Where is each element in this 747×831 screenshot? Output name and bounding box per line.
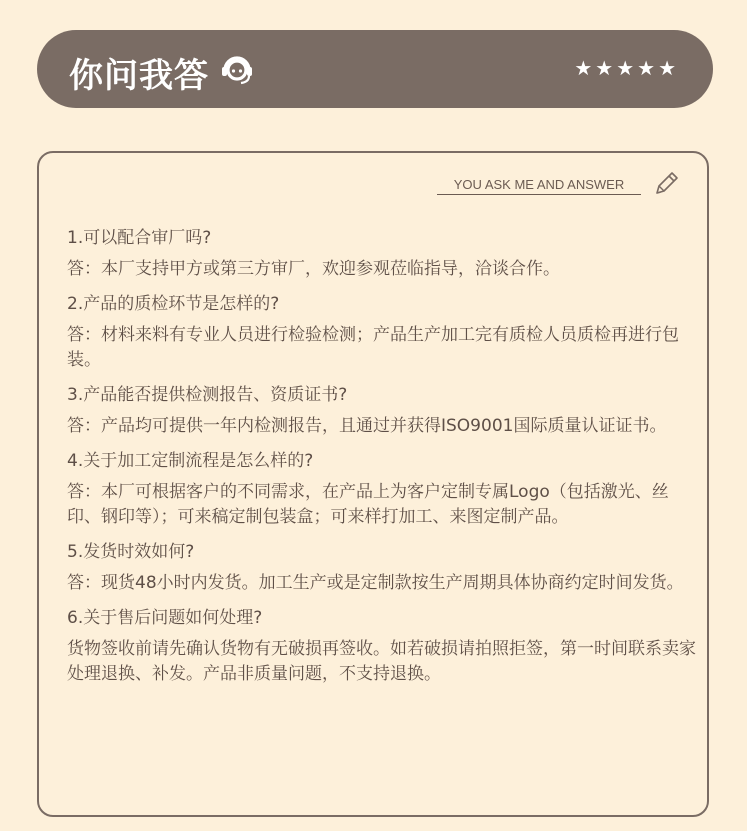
header-banner — [37, 30, 713, 108]
rating-stars: ★★★★★ — [574, 56, 679, 80]
qa-list — [67, 225, 697, 696]
answer: 货物签收前请先确认货物有无破损再签收。如若破损请拍照拒签，第一时间联系卖家处理退换、补发。产品非质量问题，不支持退换。 — [67, 639, 696, 684]
card-tagline: YOU ASK ME AND ANSWER — [437, 177, 641, 195]
pencil-icon — [651, 169, 681, 199]
question: 3.产品能否提供检测报告、资质证书? — [67, 385, 348, 405]
qa-item — [67, 382, 697, 439]
qa-card — [37, 151, 709, 817]
answer: 答：本厂可根据客户的不同需求，在产品上为客户定制专属Logo（包括激光、丝印、钢印等）；可来稿定制包装盒；可来样打加工、来图定制产品。 — [67, 482, 669, 527]
page-title: 你问我答 — [69, 56, 209, 96]
qa-item — [67, 225, 697, 282]
question: 6.关于售后问题如何处理? — [67, 608, 263, 628]
customer-service-headset-icon — [219, 51, 255, 87]
answer: 答：现货48小时内发货。加工生产或是定制款按生产周期具体协商约定时间发货。 — [67, 573, 684, 593]
qa-item — [67, 605, 697, 687]
qa-item — [67, 539, 697, 596]
question: 4.关于加工定制流程是怎么样的? — [67, 451, 314, 471]
qa-item — [67, 291, 697, 373]
question: 2.产品的质检环节是怎样的? — [67, 294, 280, 314]
question: 1.可以配合审厂吗? — [67, 228, 212, 248]
qa-item — [67, 448, 697, 530]
answer: 答：产品均可提供一年内检测报告，且通过并获得ISO9001国际质量认证证书。 — [67, 416, 667, 436]
answer: 答：材料来料有专业人员进行检验检测；产品生产加工完有质检人员质检再进行包装。 — [67, 325, 679, 370]
answer: 答：本厂支持甲方或第三方审厂，欢迎参观莅临指导，洽谈合作。 — [67, 259, 560, 279]
question: 5.发货时效如何? — [67, 542, 195, 562]
